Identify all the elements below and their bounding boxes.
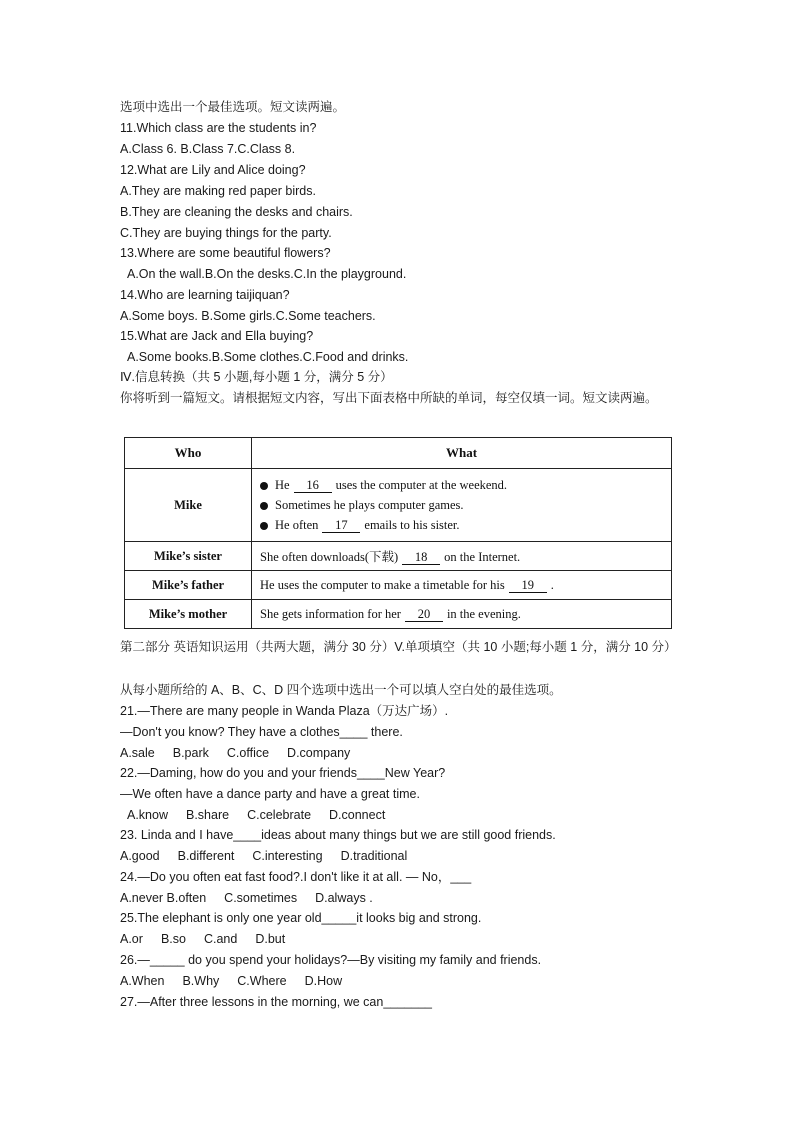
blank-20: 20: [405, 607, 443, 622]
part-2-title: 第二部分 英语知识运用（共两大题，满分 30 分）V.单项填空（共 10 小题;每小题 1 分，满分 10 分）: [120, 640, 677, 654]
question-26: 26.—_____ do you spend your holidays?—By visiting my family and friends.: [120, 953, 542, 967]
bullet-icon: [260, 502, 268, 510]
question-23: 23. Linda and I have____ideas about many things but we are still good friends.: [120, 828, 556, 842]
table-header-who: Who: [125, 438, 252, 469]
table-cell-who: Mike: [125, 469, 252, 542]
question-12-option-b: B.They are cleaning the desks and chairs.: [120, 205, 353, 219]
table-cell-what: [252, 469, 672, 542]
section-intro: 选项中选出一个最佳选项。短文读两遍。: [120, 100, 346, 114]
question-26-options: A.When B.Why C.Where D.How: [120, 974, 343, 988]
question-14-options: A.Some boys. B.Some girls.C.Some teachers.: [120, 309, 376, 323]
table-cell-what: She gets information for her 20 in the evening.: [252, 600, 672, 629]
question-15-options: A.Some books.B.Some clothes.C.Food and drinks.: [127, 350, 409, 364]
question-11-options: A.Class 6. B.Class 7.C.Class 8.: [120, 142, 296, 156]
question-24-options: A.never B.often C.sometimes D.always .: [120, 891, 373, 905]
table-row: [125, 600, 672, 629]
list-item: Sometimes he plays computer games.: [260, 495, 663, 515]
question-15: 15.What are Jack and Ella buying?: [120, 329, 314, 343]
question-22: 22.—Daming, how do you and your friends____New Year?: [120, 766, 446, 780]
question-24: 24.—Do you often eat fast food?.I don't like it at all. — No，___: [120, 870, 472, 884]
question-21: 21.—There are many people in Wanda Plaza（万达广场）.: [120, 704, 449, 718]
table-cell-who: Mike’s father: [125, 571, 252, 600]
blank-18: 18: [402, 550, 440, 565]
question-27: 27.—After three lessons in the morning, we can_______: [120, 995, 432, 1009]
question-12-option-a: A.They are making red paper birds.: [120, 184, 316, 198]
question-21-line-2: —Don't you know? They have a clothes____ there.: [120, 725, 403, 739]
question-22-options: A.know B.share C.celebrate D.connect: [127, 808, 386, 822]
question-13: 13.Where are some beautiful flowers?: [120, 246, 331, 260]
blank-17: 17: [322, 518, 360, 533]
section-4-instruction: 你将听到一篇短文。请根据短文内容，写出下面表格中所缺的单词，每空仅填一词。短文读两遍。: [120, 391, 658, 405]
list-item: He often 17 emails to his sister.: [260, 515, 663, 535]
question-14: 14.Who are learning taijiquan?: [120, 288, 290, 302]
question-12-option-c: C.They are buying things for the party.: [120, 226, 332, 240]
question-25: 25.The elephant is only one year old_____it looks big and strong.: [120, 911, 482, 925]
table-cell-who: Mike’s sister: [125, 542, 252, 571]
question-23-options: A.good B.different C.interesting D.traditional: [120, 849, 408, 863]
question-11: 11.Which class are the students in?: [120, 121, 317, 135]
table-cell-what: She often downloads(下载) 18 on the Internet.: [252, 542, 672, 571]
table-header-what: What: [252, 438, 672, 469]
part-2-instruction: 从每小题所给的 A、B、C、D 四个选项中选出一个可以填人空白处的最佳选项。: [120, 683, 562, 697]
question-12: 12.What are Lily and Alice doing?: [120, 163, 306, 177]
table-cell-who: Mike’s mother: [125, 600, 252, 629]
table-cell-what: He uses the computer to make a timetable for his 19 .: [252, 571, 672, 600]
table-row: [125, 542, 672, 571]
bullet-icon: [260, 482, 268, 490]
info-table-image: [120, 433, 676, 630]
blank-16: 16: [294, 478, 332, 493]
question-22-line-2: —We often have a dance party and have a great time.: [120, 787, 420, 801]
table-row: [125, 571, 672, 600]
table-row: [125, 469, 672, 542]
blank-19: 19: [509, 578, 547, 593]
question-25-options: A.or B.so C.and D.but: [120, 932, 286, 946]
list-item: He 16 uses the computer at the weekend.: [260, 475, 663, 495]
question-13-options: A.On the wall.B.On the desks.C.In the playground.: [127, 267, 407, 281]
info-table: [124, 437, 672, 629]
section-4-title: Ⅳ.信息转换（共 5 小题,每小题 1 分，满分 5 分）: [120, 370, 393, 384]
question-21-options: A.sale B.park C.office D.company: [120, 746, 351, 760]
bullet-icon: [260, 522, 268, 530]
